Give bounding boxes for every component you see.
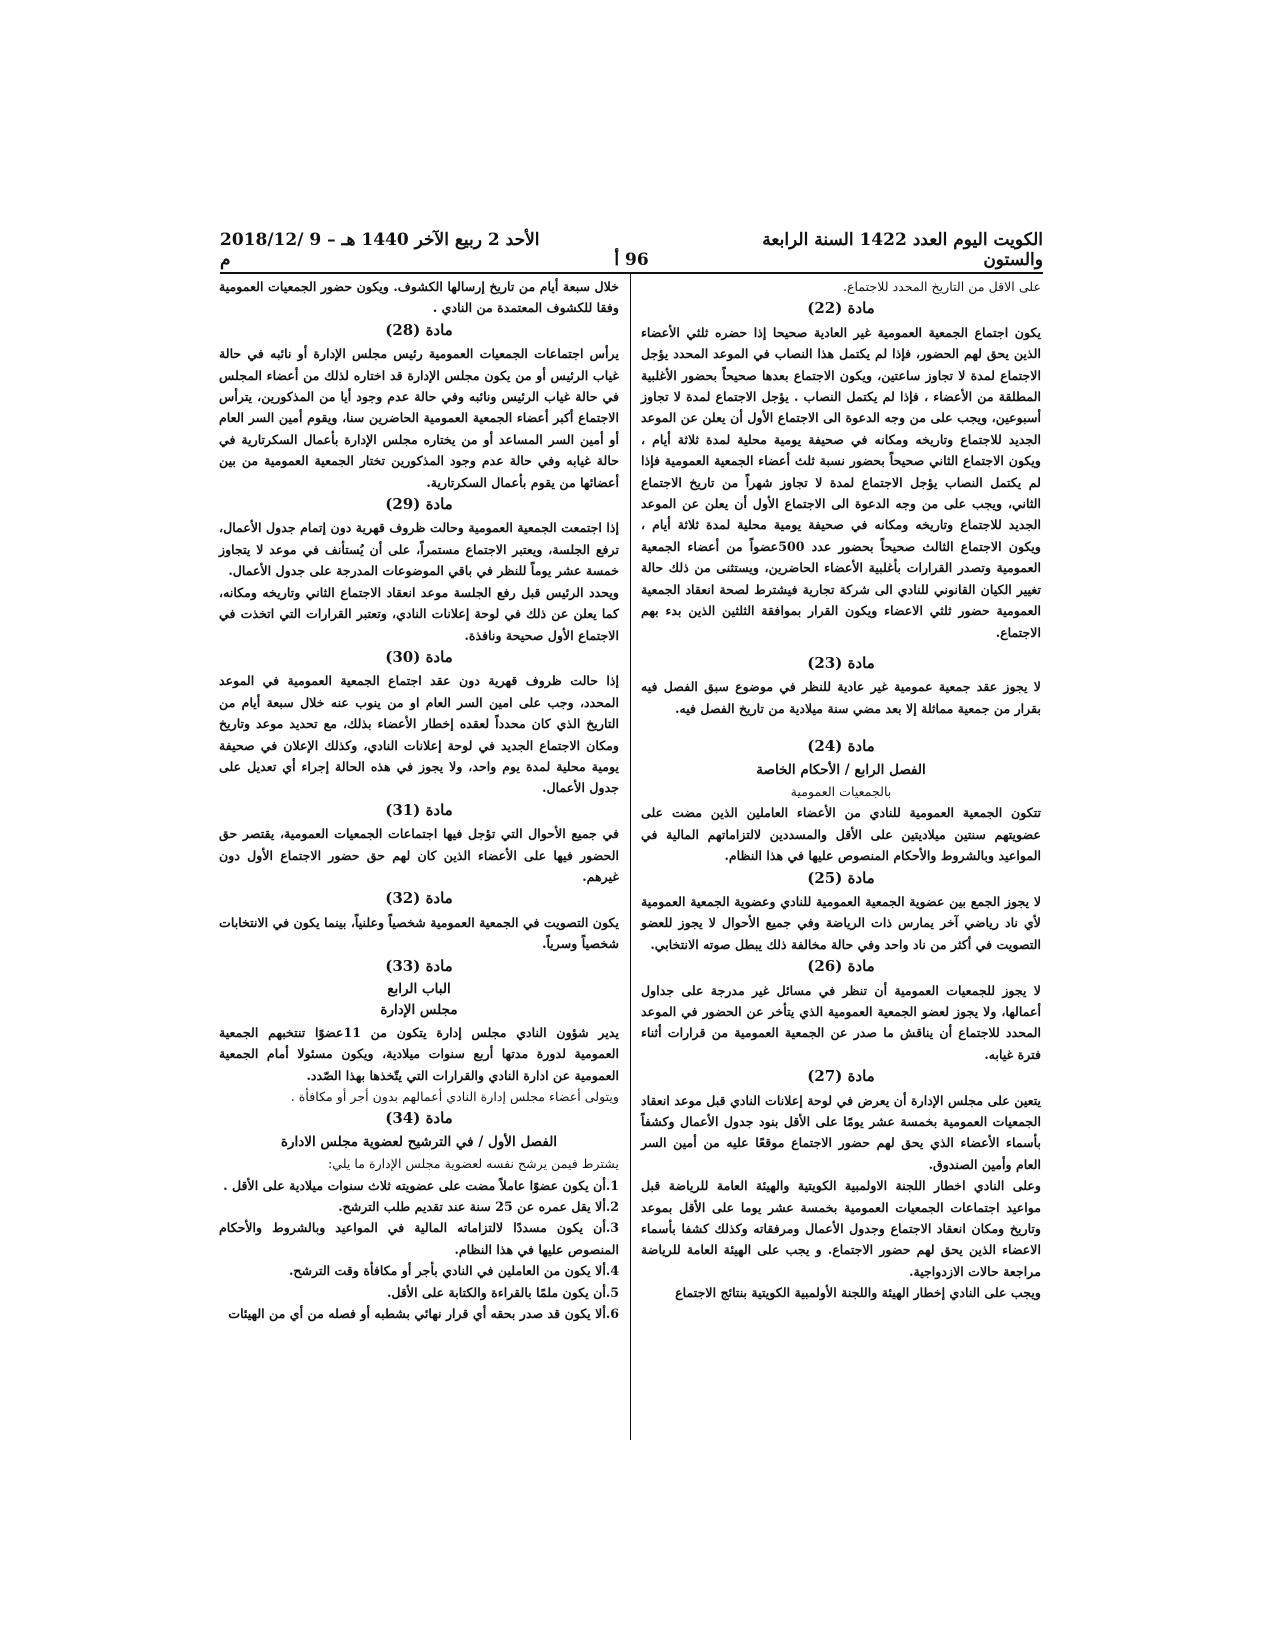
list-item: 6.ألا يكون قد صدر بحقه أي قرار نهائي بشطبه أو فصله من أي من الهيئات	[228, 1306, 619, 1322]
article-heading: مادة (27)	[807, 1067, 875, 1086]
list-item: 4.ألا يكون من العاملين في النادي بأجر أو مكافأة وقت الترشح.	[289, 1263, 619, 1279]
article-heading: مادة (25)	[807, 868, 875, 887]
chapter-subheading: بالجمعيات العمومية	[790, 783, 892, 799]
chapter-heading: الفصل الأول / في الترشيح لعضوية مجلس الادارة	[280, 1133, 558, 1150]
article-33-text: يدير شؤون النادي مجلس إدارة يتكون من 11عضوًا تنتخبهم الجمعية العمومية لدورة مدتها أربع سنوات ميلادية، ويكون مسئولا أمام الجمعية العمومية عن ادارة النادي والقرارات التي يتّخذها بهذا الصّدد.	[219, 1024, 619, 1083]
header-divider	[220, 272, 1043, 274]
article-27-text: وعلى النادي اخطار اللجنة الاولمبية الكويتية والهيئة العامة للرياضة قبل مواعيد اجتماعات الجمعيات العمومية بخمسة عشر يوما على الأقل بموعد وتاريخ ومكان انعقاد الاجتماع وجدول الأعمال ومرفقاته وكذلك كشفا بأسماء الاعضاء الذين يحق لهم حضور الاجتماع. و يجب على الهيئة العامة للرياضة مراجعة حالات الازدواجية.	[641, 1178, 1041, 1279]
article-28-text: يرأس اجتماعات الجمعيات العمومية رئيس مجلس الإدارة أو نائبه في حالة غياب الرئيس أو من يكون مجلس الإدارة قد اختاره لذلك من أعضاء المجلس في حالة غياب الرئيس ونائبه وفي حالة عدم وجود أيا من المذكورين، يترأس الاجتماع أكبر أعضاء الجمعية العمومية الحاضرين سنا، ويقوم أمين السر العام أو أمين السر المساعد أو من يختاره مجلس الإدارة بأعمال السكرتارية في حالة غيابه وفي حالة عدم وجود المذكورين تختار الجمعية العمومية من بين أعضائها من يقوم بأعمال السكرتارية.	[219, 346, 619, 490]
article-heading: مادة (31)	[385, 800, 453, 819]
list-item: 2.ألا يقل عمره عن 25 سنة عند تقديم طلب الترشح.	[338, 1199, 619, 1215]
part-heading: الباب الرابع	[387, 981, 451, 997]
right-column	[641, 276, 1041, 1304]
part-subheading: مجلس الإدارة	[380, 1002, 458, 1019]
article-heading: مادة (22)	[807, 299, 875, 318]
article-heading: مادة (29)	[385, 495, 453, 514]
article-heading: مادة (23)	[807, 653, 875, 672]
page-header	[220, 230, 1043, 270]
article-heading: مادة (32)	[385, 889, 453, 908]
paragraph: على الاقل من التاريخ المحدد للاجتماع.	[843, 279, 1041, 294]
article-33-text: ويتولى أعضاء مجلس إدارة النادي أعمالهم بدون أجر أو مكافأة .	[290, 1089, 619, 1105]
article-heading: مادة (24)	[807, 737, 875, 756]
article-29-text: ويحدد الرئيس قبل رفع الجلسة موعد انعقاد الاجتماع الثاني وتاريخه ومكانه، كما يعلن عن ذلك في لوحة إعلانات النادي، وتعتبر القرارات التي اتخذت في الاجتماع الأول صحيحة ونافذة.	[219, 584, 619, 643]
article-heading: مادة (28)	[385, 320, 453, 339]
header-gazette-issue: الكويت اليوم العدد 1422 السنة الرابعة والستون	[762, 230, 1043, 270]
article-heading: مادة (30)	[385, 647, 453, 666]
list-item: 3.أن يكون مسددًا لالتزاماته المالية في المواعيد وبالشروط والأحكام المنصوص عليها في هذا النظام.	[219, 1220, 619, 1257]
list-item: 5.أن يكون ملمًا بالقراءة والكتابة على الأقل.	[386, 1284, 619, 1300]
article-32-text: يكون التصويت في الجمعية العمومية شخصياً وعلنياً، بينما يكون في الانتخابات شخصياً وسرياً.	[219, 914, 619, 952]
article-26-text: لا يجوز للجمعيات العمومية أن تنظر في مسائل غير مدرجة على جداول أعمالها، ولا يجوز لعضو الجمعية العمومية الذي يتأخر عن الحضور في الموعد المحدد للاجتماع أن يناقش ما صدر عن الجمعية العمومية من قرارات أثناء فترة غيابه.	[641, 982, 1041, 1062]
header-date: الأحد 2 ربيع الآخر 1440 هـ – 9 /2018/12 م	[220, 230, 540, 270]
article-31-text: في جميع الأحوال التي تؤجل فيها اجتماعات الجمعيات العمومية، يقتصر حق الحضور فيها على الأعضاء الذين كان لهم حق حضور الاجتماع الأول دون غيرهم.	[219, 826, 619, 884]
article-27-text: ويجب على النادي إخطار الهيئة واللجنة الأولمبية الكويتية بنتائج الاجتماع	[675, 1285, 1041, 1301]
article-34-intro: يشترط فيمن يرشح نفسه لعضوية مجلس الإدارة ما يلي:	[327, 1156, 619, 1172]
chapter-heading: الفصل الرابع / الأحكام الخاصة	[756, 761, 926, 778]
article-heading: مادة (33)	[385, 956, 453, 975]
article-30-text: إذا حالت ظروف قهرية دون عقد اجتماع الجمعية العمومية في الموعد المحدد، وجب على امين السر العام او من ينوب عنه خلال سبعة أيام من التاريخ الذي كان محدداً لعقده إخطار الأعضاء بذلك، مع تحديد موعد وتاريخ ومكان الاجتماع الجديد في لوحة إعلانات النادي، وكذلك الإعلان في صحيفة يومية محلية لمدة يوم واحد، ولا يجوز في هذه الحالة إجراء أي تعديل على جدول الأعمال.	[219, 673, 619, 796]
article-heading: مادة (26)	[807, 957, 875, 976]
header-page-number: 96 أ	[614, 250, 649, 270]
list-item: 1.أن يكون عضوًا عاملاً مضت على عضويته ثلاث سنوات ميلادية على الأقل .	[223, 1177, 619, 1193]
article-25-text: لا يجوز الجمع بين عضوية الجمعية العمومية للنادي وعضوية الجمعية العمومية لأي ناد رياضي آخر يمارس ذات الرياضة وفي جميع الأحوال لا يجوز للعضو التصويت في أكثر من ناد واحد وفي حالة مخالفة ذلك يبطل صوته الانتخابي.	[641, 893, 1041, 952]
article-29-text: إذا اجتمعت الجمعية العمومية وحالت ظروف قهرية دون إتمام جدول الأعمال، ترفع الجلسة، ويعتبر الاجتماع مستمراً، على أن يُستأنف في موعد لا يتجاوز خمسة عشر يوماً للنظر في باقي الموضوعات المدرجة على جدول الأعمال.	[219, 520, 619, 579]
article-24-text: تتكون الجمعية العمومية للنادي من الأعضاء العاملين الذين مضت على عضويتهم سنتين ميلاديتين على الأقل والمسددين لالتزاماتهم المالية في المواعيد وبالشروط والأحكام المنصوص عليها في هذا النظام.	[641, 805, 1041, 864]
column-divider	[630, 272, 631, 1440]
article-27-text: يتعين على مجلس الإدارة أن يعرض في لوحة إعلانات النادي قبل موعد انعقاد الجمعيات العمومية بخمسة عشر يومًا على الأقل بنود جدول الأعمال وكشفاً بأسماء الأعضاء الذي يحق لهم حضور الاجتماع موقعًا عليه من أمين السر العام وأمين الصندوق.	[641, 1092, 1041, 1172]
article-23-text: لا يجوز عقد جمعية عمومية غير عادية للنظر في موضوع سبق الفصل فيه بقرار من جمعية مماثلة إلا بعد مضي سنة ميلادية من تاريخ الفصل فيه.	[641, 679, 1041, 716]
article-heading: مادة (34)	[385, 1109, 453, 1128]
paragraph: خلال سبعة أيام من تاريخ إرسالها الكشوف. ويكون حضور الجمعيات العمومية وفقا للكشوف المعتمدة من النادي .	[219, 279, 619, 316]
left-column	[219, 276, 619, 1325]
article-22-text: يكون اجتماع الجمعية العمومية غير العادية صحيحا إذا حضره ثلثي الأعضاء الذين يحق لهم الحضور، فإذا لم يكتمل هذا النصاب في الموعد المحدد يؤجل الاجتماع لمدة لا تجاوز ساعتين، ويكون الاجتماع بعدها صحيحاً بحضور الأغلبية المطلقة من الأعضاء ، فإذا لم يكتمل النصاب . يؤجل الاجتماع لمدة لا تجاوز أسبوعين، ويجب على من وجه الدعوة الى الاجتماع الأول أن يعلن عن الموعد الجديد للاجتماع وتاريخه ومكانه في صحيفة يومية محلية لمدة ثلاثة أيام ، ويكون الاجتماع الثاني صحيحاً بحضور نسبة ثلث أعضاء الجمعية العمومية فإذا لم يكتمل النصاب يؤجل الاجتماع لمدة لا تجاوز شهراً من تاريخ الاجتماع الثاني، ويجب على من وجه الدعوة الى الاجتماع الأول أن يعلن عن الموعد الجديد للاجتماع وتاريخه ومكانه في صحيفة يومية محلية لمدة ثلاثة أيام ، ويكون الاجتماع الثالث صحيحاً بحضور عدد 500عضواً من أعضاء الجمعية العمومية وتصدر القرارات بأغلبية الأعضاء الحاضرين، ويستثنى من ذلك حالة تغيير الكيان القانوني للنادي الى شركة تجارية فيشترط لصحة انعقاد الجمعية العمومية حضور ثلثي الاعضاء ويكون القرار بموافقة الثلثين الذين بدء بهم الاجتماع.	[641, 324, 1041, 640]
